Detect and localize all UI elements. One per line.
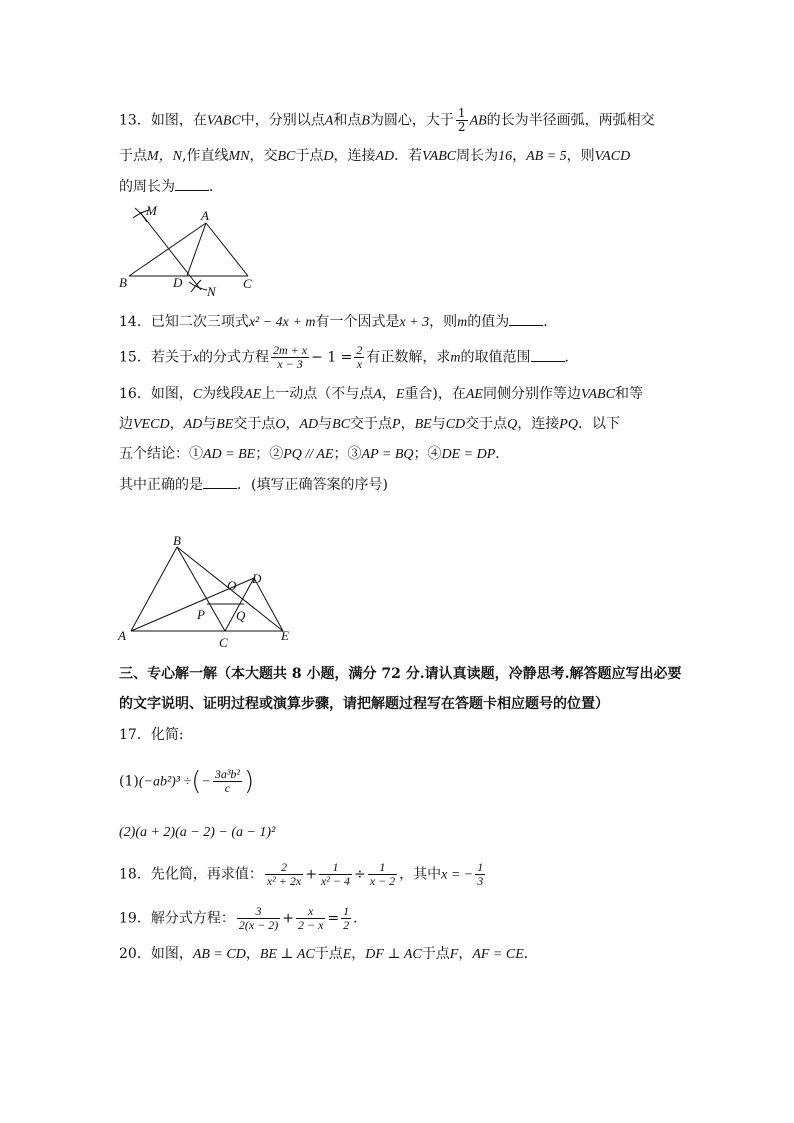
q19-math: + — [282, 910, 294, 927]
q19-text: ． — [353, 910, 368, 927]
q13-text: 于点 — [295, 148, 324, 164]
q16-text: ；④ — [413, 446, 442, 462]
q16-math: PQ — [559, 417, 578, 432]
label-c: C — [219, 635, 228, 650]
q20-math: DF ⊥ AC — [365, 947, 422, 962]
q16-math: BE — [414, 417, 432, 432]
q16-text: ， — [381, 386, 396, 402]
q16-text: 其中正确的是 — [119, 477, 203, 493]
answer-blank — [175, 176, 209, 191]
q16-text: ．以下 — [577, 416, 620, 432]
label-d: D — [173, 275, 183, 290]
q16-math: P — [392, 417, 401, 432]
q17-fraction: $\frac{\text{3a³b²}}{c}$ — [214, 767, 241, 795]
section3-heading-line1: 三、专心解一解（本大题共 8 小题，满分 72 分.请认真读题，冷静思考.解答题应写出必要 — [119, 666, 682, 682]
segment-ac — [206, 223, 248, 276]
label-b: B — [173, 535, 181, 548]
q16-math: DE = DP — [441, 447, 496, 462]
q18-fraction-1: $\frac{2}{\text{x² + 2x}}$ — [266, 860, 302, 888]
q13-text: ，交 — [249, 148, 278, 164]
q20-math: AB = CD — [192, 947, 246, 962]
q18-line — [119, 861, 487, 888]
q18-math: + — [305, 866, 317, 883]
q13-math: B — [361, 113, 370, 129]
q20-math: BE ⊥ AC — [259, 947, 315, 962]
q16-math: A — [373, 387, 382, 402]
q16-text: 与 — [318, 416, 333, 432]
q14-line — [119, 311, 548, 333]
q18-fraction-2: $\frac{1}{\text{x² − 4}}$ — [320, 860, 350, 888]
q16-math: AP = BQ — [361, 447, 414, 462]
q16-text: 边 — [119, 416, 133, 432]
q16-text: 与 — [431, 416, 446, 432]
q16-text: 同侧分别作等边 — [482, 386, 581, 402]
q15-text: 有正数解，求 — [366, 349, 451, 366]
q20-math: F — [449, 947, 459, 962]
q18-text: ，其中 — [399, 866, 442, 883]
q16-text: 和等 — [614, 386, 643, 402]
q16-math: BC — [332, 417, 351, 432]
q14-math: m — [457, 315, 468, 330]
q16-text: 交于点 — [350, 416, 393, 432]
label-b: B — [119, 275, 127, 290]
right-paren: ) — [244, 766, 255, 797]
q16-math: AD — [299, 417, 319, 432]
q14-math: x² − 4x + m — [248, 315, 316, 330]
q17-part1-label: (1) — [119, 773, 139, 790]
answer-blank — [531, 347, 565, 362]
q16-text: 五个结论：① — [119, 446, 203, 462]
q16-text: ， — [400, 416, 415, 432]
segment-ab — [131, 547, 177, 631]
q16-text: ， — [285, 416, 300, 432]
q16-math: CD — [445, 417, 466, 432]
q16-line1 — [119, 384, 643, 405]
q13-math: 16 — [498, 149, 513, 164]
q19-fraction-2: $\frac{x}{2 - x}$ — [297, 904, 324, 932]
q16-math: Q — [507, 417, 518, 432]
q18-math: ÷ — [353, 866, 366, 883]
q13-math: VABC — [206, 113, 241, 129]
label-p: P — [197, 607, 205, 622]
q13-text: 的长为半径画弧，两弧相交 — [486, 112, 655, 129]
q15-math: − 1 = — [311, 349, 353, 366]
q16-math: PQ // AE — [283, 447, 334, 462]
q13-text: ，则 — [566, 148, 595, 164]
label-q: Q — [236, 608, 246, 623]
q20-text: ， — [245, 946, 260, 962]
q16-text: ． — [495, 446, 510, 462]
label-d: D — [252, 571, 262, 586]
q16-math: VECD — [133, 417, 170, 432]
label-a: A — [201, 208, 209, 223]
q14-math: x + 3 — [399, 315, 430, 330]
q13-math: A — [324, 113, 334, 129]
q20-text: ， — [351, 946, 366, 962]
q20-math: E — [342, 947, 352, 962]
q13-text: 13．如图，在 — [119, 112, 207, 129]
q14-text: 的值为 — [467, 314, 510, 330]
q13-text: 为圆心，大于 — [369, 112, 454, 129]
q15-fraction-2: $\frac{2}{x}$ — [356, 343, 363, 371]
q20-text: 于点 — [421, 946, 450, 962]
section3-heading-line2: 的文字说明、证明过程或演算步骤，请把解题过程写在答题卡相应题号的位置） — [119, 696, 609, 712]
q16-text: 交于点 — [233, 416, 276, 432]
q17-title: 17．化简: — [119, 727, 184, 743]
q16-line2 — [119, 414, 620, 435]
q14-text: . — [543, 314, 548, 330]
q16-text: ．(填写正确答案的序号) — [237, 477, 388, 493]
q16-math: AE — [244, 387, 262, 402]
q16-text: 重合)，在 — [404, 386, 466, 402]
q15-line — [119, 344, 579, 371]
q13-text: ，连接 — [333, 148, 376, 164]
q15-text: ． — [564, 349, 579, 366]
q16-text: ；② — [255, 446, 284, 462]
q13-text: 于点 — [119, 148, 147, 164]
q16-line3 — [119, 444, 509, 465]
q19-line — [119, 905, 367, 932]
line-mn — [140, 212, 201, 290]
label-o: O — [227, 578, 237, 593]
q16-text: 上一动点（不与点 — [261, 386, 374, 402]
q20-text: ， — [458, 946, 473, 962]
q19-fraction-3: $\frac{1}{2}$ — [343, 904, 350, 932]
q17-part1 — [119, 768, 254, 795]
q13-math: AB = 5 — [526, 149, 567, 164]
q17-math: (−ab²)³ ÷ — [138, 774, 192, 790]
q17-math: − — [201, 774, 211, 790]
q16-math: AD = BE — [203, 447, 256, 462]
q13-math: VACD — [594, 149, 631, 164]
q14-text: 14．已知二次三项式 — [119, 314, 249, 330]
segment-ad — [187, 223, 206, 276]
q16-math: AD — [183, 417, 203, 432]
q20-text: 20．如图， — [119, 946, 193, 962]
q13-math: D — [323, 149, 334, 164]
q13-text: ,作直线 — [182, 148, 229, 164]
answer-blank — [203, 474, 237, 489]
q16-math: E — [395, 387, 405, 402]
q16-text: ， — [169, 416, 184, 432]
q18-fraction-3: $\frac{1}{x - 2}$ — [369, 860, 396, 888]
q13-text: ．若 — [394, 148, 423, 164]
q18-math: x = − — [441, 867, 474, 883]
q13-figure — [115, 200, 265, 300]
q13-math: AD — [375, 149, 395, 164]
label-c: C — [243, 276, 252, 291]
q13-text: 周长为 — [456, 148, 499, 164]
q16-math: BE — [216, 417, 234, 432]
q16-text: ，连接 — [517, 416, 560, 432]
q16-figure — [115, 535, 300, 650]
q13-math: AB — [469, 113, 487, 129]
q16-math: O — [275, 417, 286, 432]
q15-fraction-1: $\frac{2m + x}{x - 3}$ — [273, 343, 308, 371]
q16-text: ；③ — [333, 446, 362, 462]
q20-math: AF = CE — [472, 947, 524, 962]
q16-text: 交于点 — [465, 416, 508, 432]
q13-math: MN — [228, 149, 250, 164]
label-a: A — [118, 628, 126, 643]
left-paren: ( — [191, 766, 202, 797]
q13-text: 的周长为 — [119, 179, 175, 195]
answer-blank — [509, 311, 543, 326]
q14-text: 有一个因式是 — [315, 314, 400, 330]
q15-text: 15．若关于 — [119, 349, 193, 366]
q15-text: 的取值范围 — [460, 349, 531, 366]
q13-text: ． — [209, 179, 223, 195]
q18-text: 18．先化简，再求值： — [119, 866, 263, 883]
q13-line2 — [119, 146, 630, 167]
q13-math: M，N — [147, 149, 182, 164]
q13-text: 中，分别以点 — [240, 112, 325, 129]
q13-line3 — [119, 176, 223, 197]
q13-math: VABC — [422, 149, 457, 164]
q16-math: C — [192, 387, 203, 402]
q14-text: ，则 — [429, 314, 458, 330]
q16-math: AE — [465, 387, 483, 402]
q13-text: 和点 — [333, 112, 362, 129]
q15-math: x — [192, 350, 200, 366]
q16-line4 — [119, 474, 388, 495]
label-n: N — [207, 284, 216, 299]
label-m: M — [146, 203, 157, 218]
q19-fraction-1: $\frac{3}{2(x - 2)}$ — [238, 904, 279, 932]
q16-text: 为线段 — [202, 386, 245, 402]
q18-fraction-4: $\frac{1}{3}$ — [477, 860, 484, 888]
q16-math: VABC — [580, 387, 615, 402]
q20-text: 于点 — [314, 946, 343, 962]
q13-line1 — [119, 107, 655, 134]
q20-text: ． — [523, 946, 538, 962]
label-e: E — [281, 628, 289, 643]
q15-text: 的分式方程 — [199, 349, 270, 366]
segment-ba — [129, 223, 206, 276]
q16-text: 与 — [202, 416, 217, 432]
q16-text: 16．如图， — [119, 386, 193, 402]
q17-part2: (2)(a + 2)(a − 2) − (a − 1)² — [119, 825, 276, 840]
q20-line — [119, 944, 538, 965]
q19-text: 19．解分式方程： — [119, 910, 235, 927]
q19-math: = — [327, 910, 340, 927]
q15-math: m — [450, 350, 461, 366]
half-fraction: $\frac{1}{2}$ — [457, 106, 466, 134]
q13-text: ， — [512, 148, 527, 164]
q13-math: BC — [277, 149, 296, 164]
